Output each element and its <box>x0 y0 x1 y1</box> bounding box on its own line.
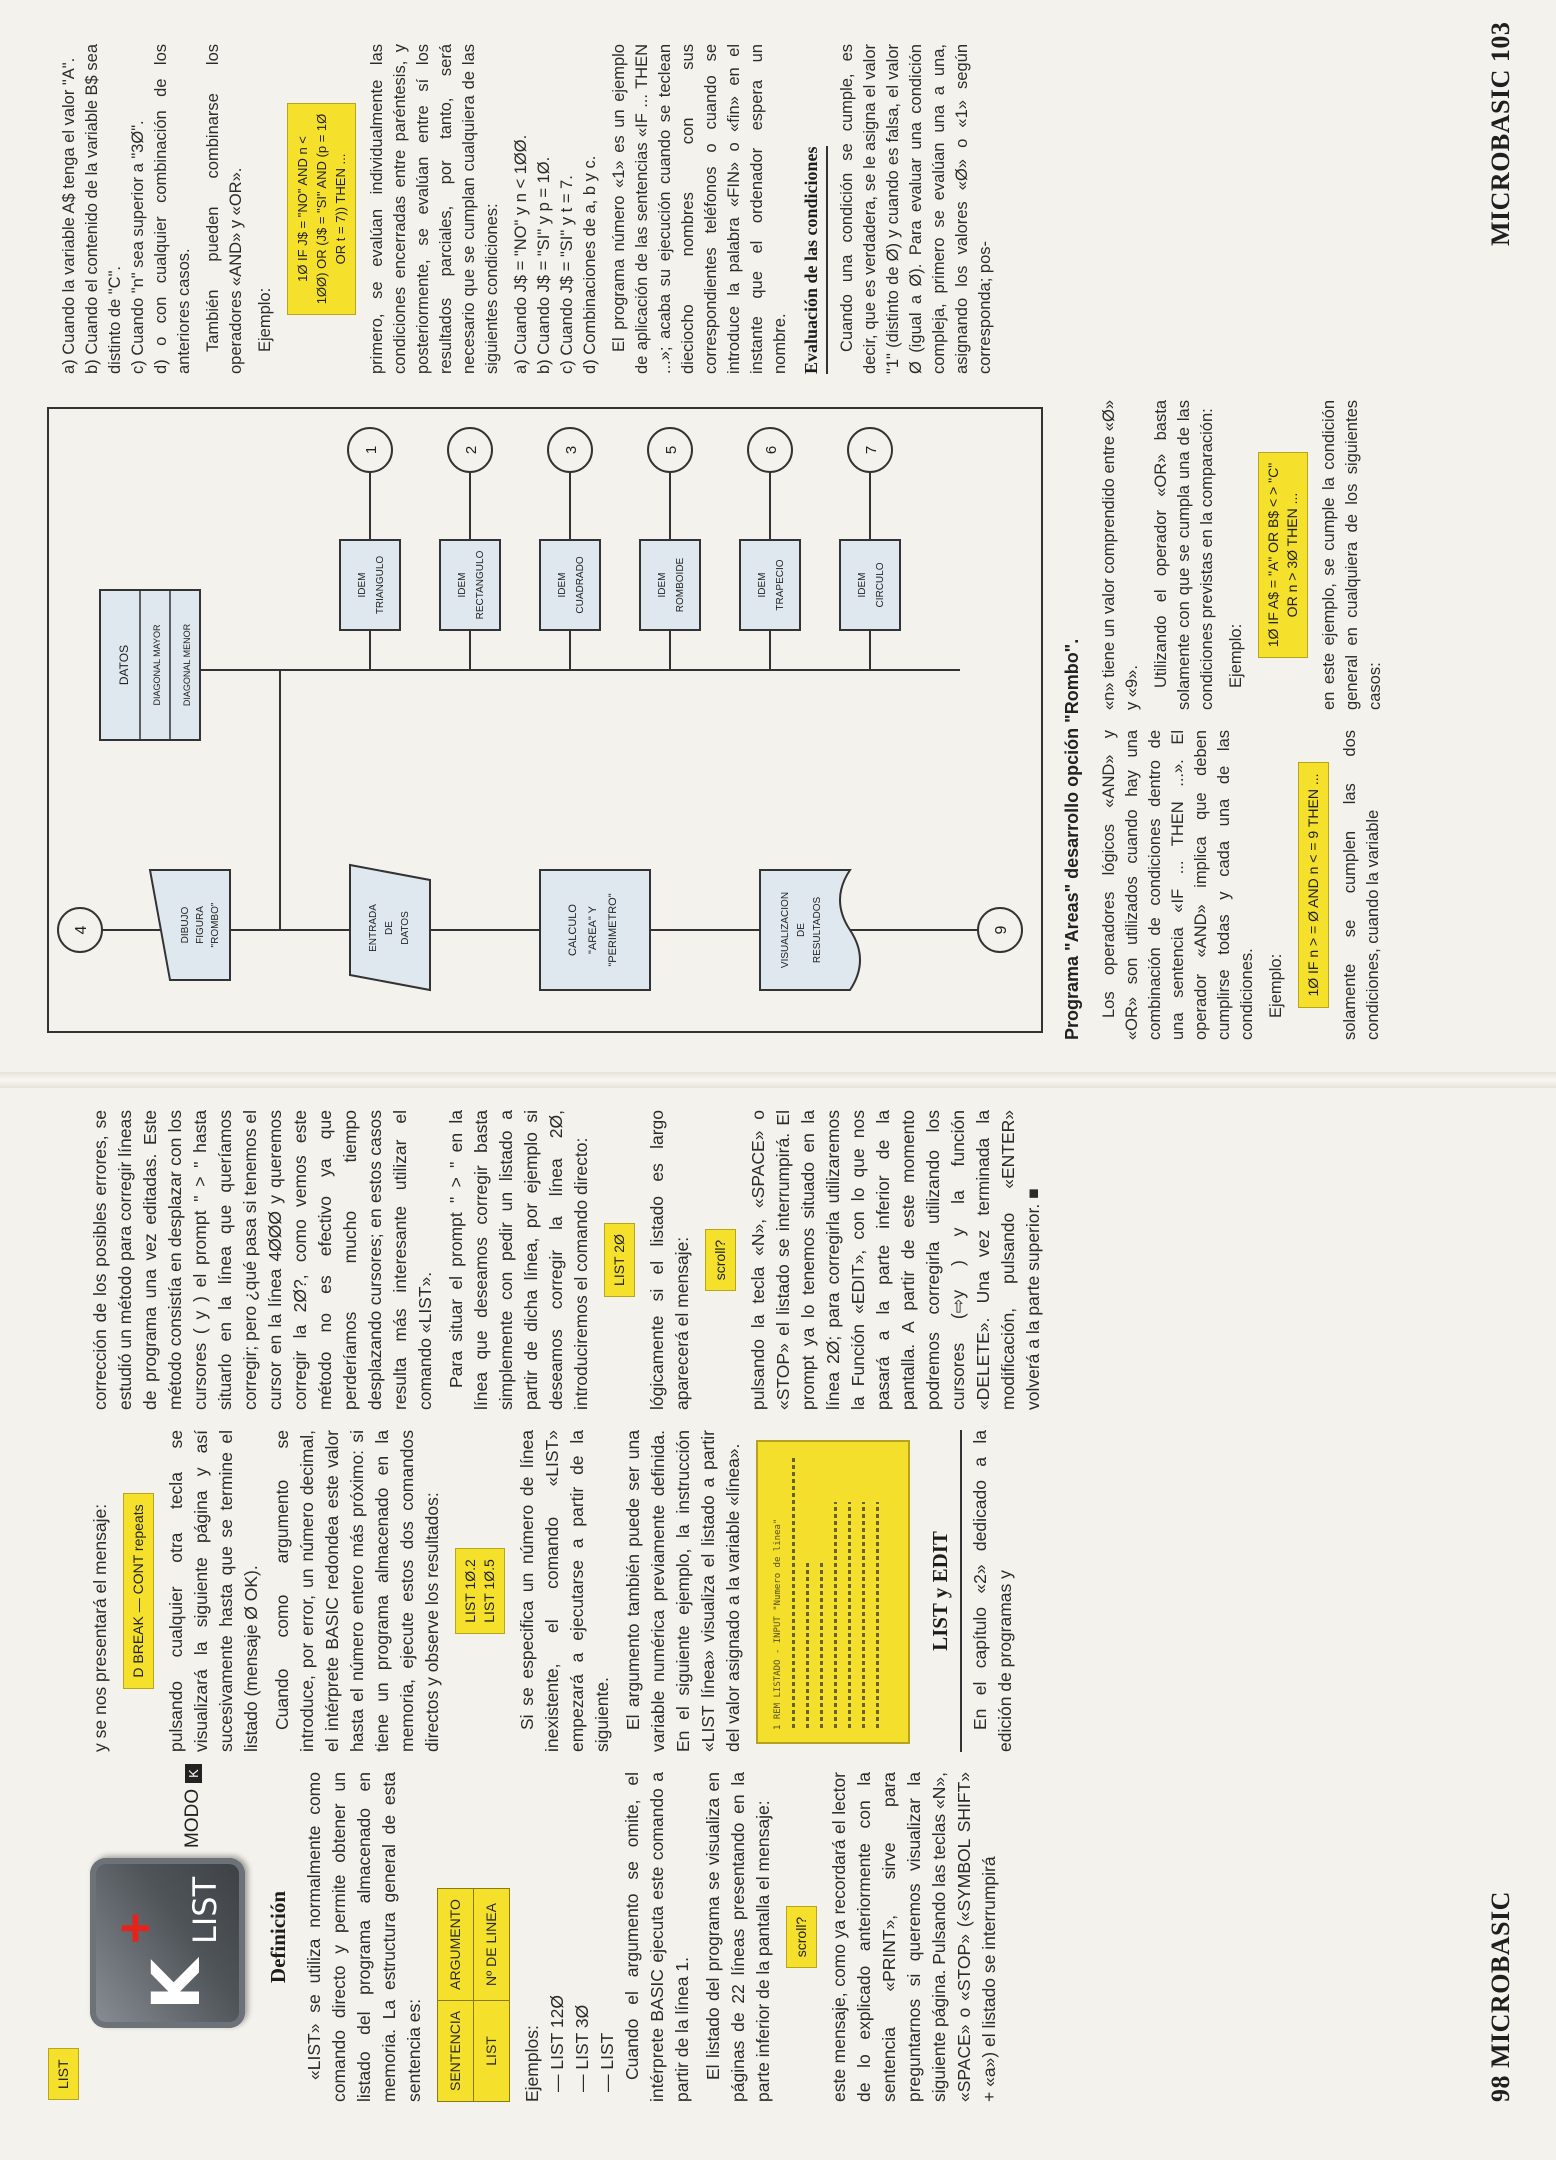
paragraph: Cuando como argumento se introduce, por error, un número decimal, el intérprete BASIC redondea este valor hasta el número entero más próximo: si tiene un programa almacenado en la memoria, ejecute estos dos comandos directos y observe los resultados: <box>272 1430 442 1752</box>
list-item: — LIST 12Ø <box>547 1995 567 2092</box>
list-item: a) Cuando J$ = "NO" y n < 1ØØ. <box>512 134 530 374</box>
heading-list-edit: LIST y EDIT <box>928 1531 952 1651</box>
right-col-2 <box>1098 400 1393 710</box>
paragraph: Si se especifica un número de línea inexistente, el comando «LIST» empezará a ejecutarse a partir de la siguiente. <box>517 1430 612 1752</box>
idem-label: IDEM <box>857 572 868 598</box>
connector-label: 3 <box>563 445 580 455</box>
list-item: b) Cuando el contenido de la variable B$ sea distinto de "C". <box>83 44 124 374</box>
paragraph: El argumento también puede ser una variable numérica previamente definida. En el siguiente ejemplo, la instrucción «LIST línea» visualiza el listado a partir del valor asignado a la variable «línea». <box>623 1430 743 1752</box>
key-k-label: K <box>138 1958 215 2010</box>
code-box: scroll? <box>705 1229 736 1291</box>
section-tag <box>48 2048 79 2100</box>
idem-label: IDEM <box>657 572 668 598</box>
plus-icon: + <box>105 1912 165 1944</box>
key-list-label: LIST <box>186 1876 224 1944</box>
paragraph: lógicamente si el listado es largo aparecerá el mensaje: <box>647 1110 692 1410</box>
right-col-3 <box>58 44 1003 374</box>
key-image <box>90 1858 245 2028</box>
flowchart-step-4-line2: DE <box>796 923 807 937</box>
idem-figure: CIRCULO <box>875 562 886 608</box>
paragraph: Ejemplo: <box>1227 623 1245 688</box>
flowchart-display <box>760 870 860 990</box>
table-cell: Nº DE LINEA <box>474 1889 510 2001</box>
code-box: LIST 2Ø <box>604 1223 635 1297</box>
flowchart-step-3-line1: CALCULO <box>567 904 579 956</box>
code-box <box>287 103 356 316</box>
connector-start-label: 4 <box>73 925 90 935</box>
heading-evaluacion: Evaluación de las condiciones <box>800 146 828 374</box>
table-header: SENTENCIA <box>438 2000 474 2101</box>
screen-image-wrap <box>756 1430 916 1744</box>
flowchart-step-3-line2: "AREA" Y <box>587 906 599 954</box>
syntax-table <box>437 1888 510 2102</box>
right-col-1 <box>1098 730 1391 1040</box>
paragraph: Cuando una condición se cumple, es decir, que es verdadera, se le asigna el valor "1" (distinto de Ø) y cuando es falsa, el valor Ø (igual a Ø). Para evaluar una condición compleja, primero se evalúan una a una, asignando los valores «Ø» o «1» según corresponda; pos- <box>838 44 994 374</box>
paragraph: pulsando cualquier otra tecla se visualizará la siguiente página y así sucesivamente hasta que se termine el listado (mensaje Ø OK). <box>166 1430 261 1752</box>
code-box: 1Ø IF n > = Ø AND n < = 9 THEN ... <box>1298 762 1329 1007</box>
code-box <box>1258 452 1308 658</box>
flowchart-step-2-line3: DATOS <box>400 911 411 945</box>
left-col-3 <box>88 1110 1052 1410</box>
paragraph: en este ejemplo, se cumple la condición general en cualquiera de los siguientes casos: <box>1320 400 1384 710</box>
connector-label: 6 <box>763 445 780 455</box>
paragraph: pulsando la tecla «N», «SPACE» o «STOP» el listado se interrumpirá. El prompt ya lo tenemos situado en la línea 2Ø; para corregirla utilizaremos la Función «EDIT», con lo que nos pasará a la parte inferior de la pantalla. A partir de este momento podremos corregirla utilizando los cursores (⇨y ) y la función «DELETE». Una vez terminada la modificación, pulsando «ENTER» volverá a la parte superior. ■ <box>748 1110 1043 1410</box>
connector-label: 5 <box>663 445 680 455</box>
paragraph: Utilizando el operador «OR» basta solamente con que se cumpla una de las condiciones previstas en la comparación: <box>1152 400 1216 710</box>
subhead-wrap <box>928 1430 954 1752</box>
connector-end-label: 9 <box>993 925 1010 935</box>
list-item: — LIST 3Ø <box>572 2004 592 2092</box>
table-header: ARGUMENTO <box>438 1889 474 2001</box>
mode-indicator <box>182 1764 204 1848</box>
code-box <box>455 1548 505 1634</box>
connector-label: 2 <box>463 445 480 455</box>
flowchart-step-1-line1: DIBUJO <box>180 906 191 944</box>
divider <box>960 1430 962 1752</box>
paragraph: Los operadores lógicos «AND» y «OR» son utilizados cuando hay una combinación de condiciones dentro de una sentencia «IF ... THEN ...». El operador «AND» implica que deben cumplirse todas y cada una de las condiciones. <box>1100 730 1256 1040</box>
idem-figure: TRAPECIO <box>775 559 786 611</box>
left-page <box>0 1080 1556 2160</box>
idem-box <box>740 540 800 630</box>
flowchart-step-4-line1: VISUALIZACION <box>780 891 791 969</box>
paragraph: Ejemplos: <box>522 2025 542 2102</box>
paragraph: Para situar el prompt " > " en la línea que deseamos corregir basta simplemente con pedir un listado a partir de dicha línea, por ejemplo si deseamos corregir la línea 2Ø, introduciremos el comando directo: <box>446 1110 591 1410</box>
code-box: D BREAK — CONT repeats <box>123 1493 154 1688</box>
table-cell: LIST <box>474 2000 510 2101</box>
paragraph: Cuando el argumento se omite, el intérprete BASIC ejecuta este comando a partir de la línea 1. <box>622 1772 692 2102</box>
datos-row-2: DIAGONAL MENOR <box>182 623 192 707</box>
screen-image <box>756 1440 910 1744</box>
connector-label: 1 <box>363 445 380 455</box>
code-line: LIST 1Ø.2 <box>462 1559 478 1623</box>
connector-label: 7 <box>863 445 880 455</box>
idem-box <box>440 540 500 630</box>
code-line: 1Ø IF J$ = "NO" AND n < <box>295 136 310 282</box>
datos-title: DATOS <box>117 644 131 686</box>
screen-text: 1 REM LISTADO - INPUT "Numero de linea" <box>773 1518 783 1730</box>
list-item: b) Cuando J$ = "SI" y p = 1Ø. <box>535 156 553 374</box>
list-item: d) o con cualquier combinación de los anteriores casos. <box>152 44 193 374</box>
idem-figure: ROMBOIDE <box>675 557 686 613</box>
flowchart <box>40 400 1050 1040</box>
idem-box <box>340 540 400 630</box>
paragraph: «n» tiene un valor comprendido entre «Ø» y «9». <box>1100 400 1141 710</box>
tag-list: LIST <box>48 2048 79 2100</box>
paragraph: «LIST» se utiliza normalmente como comando directo y permite obtener un listado del programa almacenado en memoria. La estructura general de esta sentencia es: <box>304 1772 424 2102</box>
paragraph: y se nos presentará el mensaje: <box>90 1503 110 1752</box>
paragraph: En el capítulo «2» dedicado a la edición de programas y <box>970 1430 1015 1752</box>
heading-definicion: Definición <box>266 1890 290 1984</box>
code-line: 1Ø IF A$ = "A" OR B$ < > "C" <box>1265 462 1281 648</box>
code-line: OR t = 7)) THEN ... <box>333 153 348 265</box>
code-line: OR n > 3Ø THEN ... <box>1284 492 1300 618</box>
paragraph: solamente se cumplen las dos condiciones, cuando la variable <box>1341 730 1382 1040</box>
list-item: c) Cuando J$ = "SI" y t = 7. <box>558 175 576 374</box>
paragraph: corrección de los posibles errores, se estudió un método para corregir líneas de programa una vez editadas. Este método consistía en desplazar con los cursores ( y ) el prompt " > " hasta situarlo en la línea que queríamos corregir; pero ¿qué pasa si tenemos el cursor en la línea 4ØØØ y queremos corregir la 2Ø?, como vemos este método no es efectivo ya que perderíamos mucho tiempo desplazando cursores; en estos casos resulta más interesante utilizar el comando «LIST». <box>90 1110 435 1410</box>
figure-caption: Programa "Areas" desarrollo opción "Rombo". <box>1062 638 1082 1040</box>
flowchart-step-1-line2: FIGURA <box>195 906 206 944</box>
flowchart-step-4-line3: RESULTADOS <box>812 896 823 964</box>
page-number-right: MICROBASIC 103 <box>1486 21 1515 246</box>
idem-figure: RECTANGULO <box>475 550 486 620</box>
paragraph: También pueden combinarse los operadores «AND» y «OR». <box>204 44 245 374</box>
left-col-1-body <box>266 1772 1008 2102</box>
paragraph: Ejemplo: <box>1267 953 1285 1018</box>
flowchart-step-2-line1: ENTRADA <box>368 904 379 952</box>
idem-label: IDEM <box>457 572 468 598</box>
paragraph: este mensaje, como ya recordará el lector de lo explicado anteriormente con la sentencia «PRINT», sirve para preguntarnos si queremos visualizar la siguiente página. Pulsando las teclas «N», «SPACE» o «STOP» («SYMBOL SHIFT» + «a») el listado se interrumpirá <box>829 1772 999 2102</box>
paragraph: primero, se evalúan individualmente las condiciones encerradas entre paréntesis, y posteriormente, se evalúan entre sí los resultados parciales, por tanto, será necesario que se cumplan cualquiera de las siguientes condiciones: <box>368 44 501 374</box>
paragraph: El programa número «1» es un ejemplo de aplicación de las sentencias «IF ... THEN ...»; acaba su ejecución cuando se teclean dieciocho nombres con sus correspondientes teléfonos o cuando se introduce la palabra «FIN» o «fin» en el instante que el ordenador espera un nombre. <box>610 44 789 374</box>
idem-box <box>540 540 600 630</box>
list-item: — LIST <box>597 2032 617 2092</box>
idem-label: IDEM <box>757 572 768 598</box>
idem-label: IDEM <box>357 572 368 598</box>
code-line: 1ØØ) OR (J$ = "SI" AND (p = 1Ø <box>314 113 329 305</box>
page-number-left: 98 MICROBASIC <box>1486 1891 1515 2102</box>
idem-box <box>840 540 900 630</box>
list-item: d) Combinaciones de a, b y c. <box>581 155 599 374</box>
flowchart-step-1-line3: "ROMBO" <box>210 902 221 948</box>
paragraph: El listado del programa se visualiza en páginas de 22 líneas presentando en la parte inferior de la pantalla el mensaje: <box>703 1772 773 2102</box>
mode-badge: K <box>185 1764 202 1783</box>
idem-box <box>640 540 700 630</box>
mode-label: MODO <box>182 1788 203 1848</box>
idem-figure: CUADRADO <box>575 556 586 614</box>
paragraph: Ejemplo: <box>256 287 274 352</box>
code-box: scroll? <box>786 1906 817 1968</box>
code-line: LIST 1Ø.5 <box>481 1559 497 1623</box>
flowchart-step-2-line2: DE <box>384 921 395 935</box>
left-col-2 <box>88 1430 1024 1752</box>
idem-label: IDEM <box>557 572 568 598</box>
list-item: c) Cuando "n" sea superior a "3Ø". <box>129 120 147 374</box>
idem-figure: TRIANGULO <box>375 555 386 615</box>
datos-row-1: DIAGONAL MAYOR <box>152 624 162 706</box>
list-item: a) Cuando la variable A$ tenga el valor "A". <box>60 57 78 374</box>
flowchart-step-3-line3: "PERIMETRO" <box>607 893 619 967</box>
heading-wrap <box>800 44 828 374</box>
